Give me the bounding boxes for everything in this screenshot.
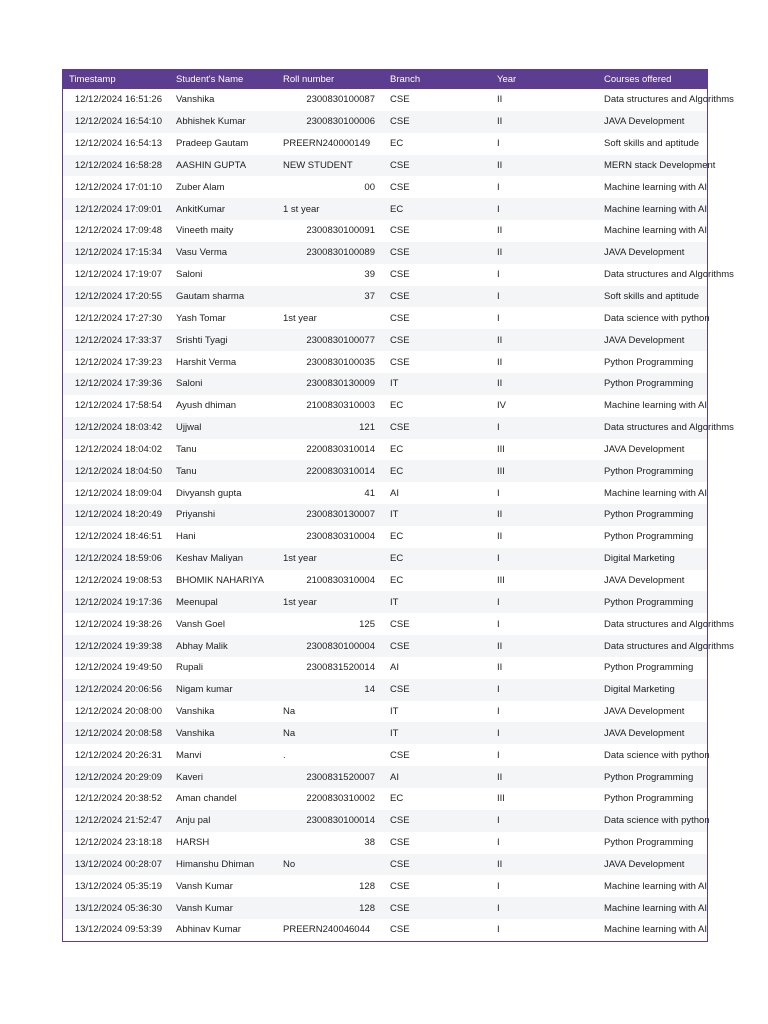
- branch-cell[interactable]: CSE: [390, 880, 410, 892]
- year-cell[interactable]: I: [497, 837, 500, 849]
- table-row[interactable]: [63, 722, 707, 744]
- branch-cell[interactable]: CSE: [384, 155, 491, 177]
- student-name-cell[interactable]: Divyansh gupta: [176, 487, 242, 499]
- student-name-cell[interactable]: Keshav Maliyan: [170, 548, 277, 570]
- column-header-timestamp[interactable]: Timestamp: [63, 69, 170, 89]
- roll-number-cell[interactable]: 39: [364, 269, 375, 281]
- student-name-cell[interactable]: Yash Tomar: [176, 312, 226, 324]
- table-row[interactable]: [63, 744, 707, 766]
- timestamp-cell[interactable]: 12/12/2024 18:09:04: [74, 487, 162, 499]
- branch-cell[interactable]: CSE: [390, 356, 410, 368]
- timestamp-cell[interactable]: 13/12/2024 09:53:39: [74, 924, 162, 936]
- year-cell[interactable]: II: [491, 155, 598, 177]
- table-row[interactable]: [63, 832, 707, 854]
- student-name-cell[interactable]: Saloni: [170, 373, 277, 395]
- responses-sheet: [62, 69, 734, 942]
- year-cell[interactable]: I: [491, 198, 598, 220]
- course-cell[interactable]: Data structures and Algorithms: [604, 94, 734, 106]
- roll-number-cell[interactable]: 2300830100087: [306, 94, 375, 106]
- branch-cell[interactable]: EC: [384, 548, 491, 570]
- roll-number-cell[interactable]: 2300830100006: [277, 111, 384, 133]
- table-row[interactable]: [63, 242, 707, 264]
- branch-cell[interactable]: IT: [384, 504, 491, 526]
- branch-cell[interactable]: EC: [390, 138, 404, 150]
- student-name-cell[interactable]: Himanshu Dhiman: [170, 854, 277, 876]
- year-cell[interactable]: I: [491, 679, 598, 701]
- branch-cell[interactable]: CSE: [384, 810, 491, 832]
- branch-cell[interactable]: EC: [390, 400, 404, 412]
- table-row[interactable]: [63, 613, 707, 635]
- course-cell[interactable]: Python Programming: [604, 793, 694, 805]
- branch-cell[interactable]: EC: [390, 574, 404, 586]
- roll-number-cell[interactable]: 00: [364, 181, 375, 193]
- roll-number-cell[interactable]: 2300830100035: [306, 356, 375, 368]
- student-name-cell[interactable]: Manvi: [176, 749, 202, 761]
- student-name-cell[interactable]: Abhinav Kumar: [176, 924, 241, 936]
- year-cell[interactable]: II: [491, 111, 598, 133]
- roll-number-cell[interactable]: 2100830310003: [306, 400, 375, 412]
- branch-cell[interactable]: CSE: [390, 225, 410, 237]
- year-cell[interactable]: II: [491, 766, 598, 788]
- timestamp-cell[interactable]: 12/12/2024 17:39:23: [74, 356, 162, 368]
- course-cell[interactable]: Machine learning with AI: [604, 225, 707, 237]
- roll-number-cell[interactable]: 2300830100091: [306, 225, 375, 237]
- table-row[interactable]: [63, 504, 707, 526]
- table-row[interactable]: [63, 657, 707, 679]
- branch-cell[interactable]: IT: [390, 706, 399, 718]
- year-cell[interactable]: I: [491, 548, 598, 570]
- roll-number-cell[interactable]: PREERN240046044: [283, 924, 371, 936]
- table-row[interactable]: [63, 439, 707, 461]
- branch-cell[interactable]: CSE: [384, 111, 491, 133]
- timestamp-cell[interactable]: 12/12/2024 17:39:36: [63, 373, 170, 395]
- table-row[interactable]: [63, 897, 707, 919]
- student-name-cell[interactable]: BHOMIK NAHARIYA: [176, 574, 264, 586]
- course-cell[interactable]: Digital Marketing: [598, 548, 707, 570]
- course-cell[interactable]: JAVA Development: [604, 574, 685, 586]
- roll-number-cell[interactable]: 2300831520007: [277, 766, 384, 788]
- column-header-roll-number[interactable]: Roll number: [277, 69, 384, 89]
- student-name-cell[interactable]: Vanshika: [170, 722, 277, 744]
- roll-number-cell[interactable]: No: [277, 854, 384, 876]
- student-name-cell[interactable]: Vasu Verma: [170, 242, 277, 264]
- table-row[interactable]: [63, 766, 707, 788]
- course-cell[interactable]: Soft skills and aptitude: [598, 286, 707, 308]
- course-cell[interactable]: Data structures and Algorithms: [604, 618, 734, 630]
- timestamp-cell[interactable]: 13/12/2024 05:36:30: [63, 897, 170, 919]
- table-row[interactable]: [63, 919, 707, 941]
- roll-number-cell[interactable]: 2300830100014: [277, 810, 384, 832]
- student-name-cell[interactable]: Tanu: [170, 460, 277, 482]
- course-cell[interactable]: Machine learning with AI: [604, 487, 707, 499]
- course-cell[interactable]: JAVA Development: [598, 111, 707, 133]
- course-cell[interactable]: JAVA Development: [598, 242, 707, 264]
- year-cell[interactable]: I: [497, 706, 500, 718]
- student-name-cell[interactable]: Vanshika: [176, 706, 215, 718]
- timestamp-cell[interactable]: 12/12/2024 18:04:02: [74, 443, 162, 455]
- header-row: [63, 69, 707, 89]
- course-cell[interactable]: Data structures and Algorithms: [598, 417, 707, 439]
- student-name-cell[interactable]: Priyanshi: [170, 504, 277, 526]
- table-row[interactable]: [63, 460, 707, 482]
- year-cell[interactable]: I: [497, 487, 500, 499]
- timestamp-cell[interactable]: 12/12/2024 16:54:10: [63, 111, 170, 133]
- timestamp-cell[interactable]: 12/12/2024 19:39:38: [63, 635, 170, 657]
- course-cell[interactable]: Data science with python: [604, 749, 710, 761]
- student-name-cell[interactable]: Saloni: [176, 269, 203, 281]
- course-cell[interactable]: Machine learning with AI: [598, 198, 707, 220]
- timestamp-cell[interactable]: 12/12/2024 19:17:36: [63, 591, 170, 613]
- branch-cell[interactable]: EC: [384, 198, 491, 220]
- student-name-cell[interactable]: Gautam sharma: [170, 286, 277, 308]
- roll-number-cell[interactable]: 37: [277, 286, 384, 308]
- year-cell[interactable]: I: [497, 312, 500, 324]
- year-cell[interactable]: II: [497, 662, 503, 674]
- student-name-cell[interactable]: Vansh Goel: [176, 618, 225, 630]
- column-header-student-name[interactable]: Student's Name: [170, 69, 277, 89]
- branch-cell[interactable]: CSE: [384, 635, 491, 657]
- roll-number-cell[interactable]: 1st year: [283, 312, 317, 324]
- year-cell[interactable]: I: [497, 618, 500, 630]
- year-cell[interactable]: III: [497, 574, 505, 586]
- responses-table: [63, 69, 734, 941]
- timestamp-cell[interactable]: 13/12/2024 05:35:19: [74, 880, 162, 892]
- table-row[interactable]: [63, 679, 707, 701]
- branch-cell[interactable]: CSE: [384, 854, 491, 876]
- year-cell[interactable]: I: [491, 417, 598, 439]
- branch-cell[interactable]: CSE: [390, 94, 410, 106]
- roll-number-cell[interactable]: 2300830310004: [306, 531, 375, 543]
- course-cell[interactable]: JAVA Development: [598, 854, 707, 876]
- course-cell[interactable]: MERN stack Development: [598, 155, 707, 177]
- roll-number-cell[interactable]: Na: [283, 706, 296, 718]
- timestamp-cell[interactable]: 12/12/2024 17:58:54: [74, 400, 162, 412]
- course-cell[interactable]: Digital Marketing: [598, 679, 707, 701]
- table-row[interactable]: [63, 526, 707, 548]
- timestamp-cell[interactable]: 12/12/2024 23:18:18: [74, 837, 162, 849]
- roll-number-cell[interactable]: 2300830100077: [277, 329, 384, 351]
- roll-number-cell[interactable]: 41: [364, 487, 375, 499]
- year-cell[interactable]: II: [491, 242, 598, 264]
- student-name-cell[interactable]: Aman chandel: [176, 793, 237, 805]
- table-row[interactable]: [63, 395, 707, 417]
- course-cell[interactable]: Machine learning with AI: [604, 181, 707, 193]
- table-row[interactable]: [63, 307, 707, 329]
- timestamp-cell[interactable]: 12/12/2024 20:08:58: [63, 722, 170, 744]
- year-cell[interactable]: II: [491, 854, 598, 876]
- branch-cell[interactable]: IT: [384, 591, 491, 613]
- table-row[interactable]: [63, 176, 707, 198]
- roll-number-cell[interactable]: Na: [277, 722, 384, 744]
- timestamp-cell[interactable]: 12/12/2024 21:52:47: [63, 810, 170, 832]
- table-row[interactable]: [63, 89, 707, 111]
- branch-cell[interactable]: CSE: [390, 312, 410, 324]
- year-cell[interactable]: I: [491, 591, 598, 613]
- roll-number-cell[interactable]: NEW STUDENT: [277, 155, 384, 177]
- year-cell[interactable]: I: [491, 897, 598, 919]
- course-cell[interactable]: Python Programming: [604, 662, 694, 674]
- table-row[interactable]: [63, 286, 707, 308]
- course-cell[interactable]: Soft skills and aptitude: [604, 138, 700, 150]
- student-name-cell[interactable]: Hani: [176, 531, 196, 543]
- roll-number-cell[interactable]: 2200830310014: [277, 460, 384, 482]
- roll-number-cell[interactable]: 1st year: [277, 548, 384, 570]
- branch-cell[interactable]: AI: [390, 662, 399, 674]
- course-cell[interactable]: Data structures and Algorithms: [604, 269, 734, 281]
- roll-number-cell[interactable]: 2300831520014: [306, 662, 375, 674]
- table-row[interactable]: [63, 198, 707, 220]
- course-cell[interactable]: Data structures and Algorithms: [598, 635, 707, 657]
- roll-number-cell[interactable]: 14: [277, 679, 384, 701]
- table-row[interactable]: [63, 417, 707, 439]
- year-cell[interactable]: II: [497, 225, 503, 237]
- table-row[interactable]: [63, 591, 707, 613]
- table-row[interactable]: [63, 701, 707, 723]
- timestamp-cell[interactable]: 12/12/2024 16:54:13: [74, 138, 162, 150]
- year-cell[interactable]: I: [497, 138, 500, 150]
- course-cell[interactable]: Machine learning with AI: [604, 400, 707, 412]
- table-row[interactable]: [63, 482, 707, 504]
- table-row[interactable]: [63, 111, 707, 133]
- course-cell[interactable]: Python Programming: [604, 531, 694, 543]
- branch-cell[interactable]: CSE: [390, 924, 410, 936]
- roll-number-cell[interactable]: 128: [359, 880, 375, 892]
- roll-number-cell[interactable]: 2300830130009: [277, 373, 384, 395]
- student-name-cell[interactable]: HARSH: [176, 837, 210, 849]
- roll-number-cell[interactable]: 2300830100004: [277, 635, 384, 657]
- course-cell[interactable]: JAVA Development: [598, 722, 707, 744]
- table-row[interactable]: [63, 373, 707, 395]
- course-cell[interactable]: JAVA Development: [598, 329, 707, 351]
- year-cell[interactable]: I: [497, 269, 500, 281]
- student-name-cell[interactable]: Abhay Malik: [170, 635, 277, 657]
- student-name-cell[interactable]: Vineeth maity: [176, 225, 234, 237]
- table-row[interactable]: [63, 810, 707, 832]
- table-row[interactable]: [63, 264, 707, 286]
- year-cell[interactable]: III: [497, 793, 505, 805]
- roll-number-cell[interactable]: 2300830100089: [277, 242, 384, 264]
- year-cell[interactable]: II: [497, 94, 503, 106]
- timestamp-cell[interactable]: 12/12/2024 18:59:06: [63, 548, 170, 570]
- branch-cell[interactable]: CSE: [384, 679, 491, 701]
- branch-cell[interactable]: CSE: [384, 417, 491, 439]
- branch-cell[interactable]: CSE: [390, 618, 410, 630]
- table-body: [63, 89, 734, 941]
- student-name-cell[interactable]: Anju pal: [170, 810, 277, 832]
- table-row[interactable]: [63, 548, 707, 570]
- timestamp-cell[interactable]: 12/12/2024 18:46:51: [74, 531, 162, 543]
- timestamp-cell[interactable]: 12/12/2024 20:26:31: [74, 749, 162, 761]
- roll-number-cell[interactable]: 121: [277, 417, 384, 439]
- student-name-cell[interactable]: Rupali: [176, 662, 203, 674]
- branch-cell[interactable]: EC: [384, 460, 491, 482]
- year-cell[interactable]: II: [491, 504, 598, 526]
- course-cell[interactable]: Python Programming: [598, 766, 707, 788]
- student-name-cell[interactable]: Vanshika: [176, 94, 215, 106]
- student-name-cell[interactable]: Pradeep Gautam: [176, 138, 249, 150]
- course-cell[interactable]: Python Programming: [598, 504, 707, 526]
- table-row[interactable]: [63, 875, 707, 897]
- branch-cell[interactable]: EC: [390, 443, 404, 455]
- timestamp-cell[interactable]: 12/12/2024 17:09:48: [74, 225, 162, 237]
- timestamp-cell[interactable]: 12/12/2024 17:01:10: [74, 181, 162, 193]
- roll-number-cell[interactable]: 2200830310014: [306, 443, 375, 455]
- table-row[interactable]: [63, 570, 707, 592]
- year-cell[interactable]: I: [497, 880, 500, 892]
- course-cell[interactable]: Machine learning with AI: [598, 897, 707, 919]
- timestamp-cell[interactable]: 12/12/2024 17:33:37: [63, 329, 170, 351]
- student-name-cell[interactable]: Kaveri: [170, 766, 277, 788]
- roll-number-cell[interactable]: 38: [364, 837, 375, 849]
- student-name-cell[interactable]: Meenupal: [170, 591, 277, 613]
- branch-cell[interactable]: IT: [384, 722, 491, 744]
- course-cell[interactable]: Python Programming: [604, 837, 694, 849]
- year-cell[interactable]: I: [497, 749, 500, 761]
- timestamp-cell[interactable]: 12/12/2024 19:08:53: [74, 574, 162, 586]
- course-cell[interactable]: Python Programming: [604, 356, 694, 368]
- course-cell[interactable]: JAVA Development: [604, 443, 685, 455]
- student-name-cell[interactable]: AnkitKumar: [170, 198, 277, 220]
- column-header-branch[interactable]: Branch: [384, 69, 491, 89]
- timestamp-cell[interactable]: 12/12/2024 17:27:30: [74, 312, 162, 324]
- table-row[interactable]: [63, 220, 707, 242]
- roll-number-cell[interactable]: 2100830310004: [306, 574, 375, 586]
- roll-number-cell[interactable]: 1 st year: [277, 198, 384, 220]
- branch-cell[interactable]: AI: [390, 487, 399, 499]
- branch-cell[interactable]: EC: [390, 531, 404, 543]
- student-name-cell[interactable]: Vansh Kumar: [170, 897, 277, 919]
- branch-cell[interactable]: IT: [384, 373, 491, 395]
- course-cell[interactable]: Machine learning with AI: [604, 924, 707, 936]
- column-header-year[interactable]: Year: [491, 69, 598, 89]
- timestamp-cell[interactable]: 12/12/2024 16:58:28: [63, 155, 170, 177]
- roll-number-cell[interactable]: PREERN240000149: [283, 138, 371, 150]
- student-name-cell[interactable]: Nigam kumar: [170, 679, 277, 701]
- course-cell[interactable]: JAVA Development: [604, 706, 685, 718]
- year-cell[interactable]: II: [497, 531, 503, 543]
- student-name-cell[interactable]: Ayush dhiman: [176, 400, 237, 412]
- year-cell[interactable]: I: [491, 286, 598, 308]
- student-name-cell[interactable]: Srishti Tyagi: [170, 329, 277, 351]
- timestamp-cell[interactable]: 12/12/2024 17:15:34: [63, 242, 170, 264]
- student-name-cell[interactable]: Harshit Verma: [176, 356, 237, 368]
- timestamp-cell[interactable]: 12/12/2024 19:38:26: [74, 618, 162, 630]
- year-cell[interactable]: II: [491, 635, 598, 657]
- timestamp-cell[interactable]: 12/12/2024 20:08:00: [74, 706, 162, 718]
- timestamp-cell[interactable]: 12/12/2024 17:09:01: [63, 198, 170, 220]
- year-cell[interactable]: III: [497, 443, 505, 455]
- branch-cell[interactable]: CSE: [390, 837, 410, 849]
- branch-cell[interactable]: CSE: [390, 181, 410, 193]
- timestamp-cell[interactable]: 12/12/2024 18:04:50: [63, 460, 170, 482]
- student-name-cell[interactable]: Zuber Alam: [176, 181, 225, 193]
- student-name-cell[interactable]: Tanu: [176, 443, 197, 455]
- branch-cell[interactable]: CSE: [384, 329, 491, 351]
- course-cell[interactable]: Data science with python: [604, 312, 710, 324]
- roll-number-cell[interactable]: 2200830310002: [306, 793, 375, 805]
- table-row[interactable]: [63, 635, 707, 657]
- student-name-cell[interactable]: Abhishek Kumar: [170, 111, 277, 133]
- branch-cell[interactable]: CSE: [384, 242, 491, 264]
- timestamp-cell[interactable]: 12/12/2024 20:38:52: [74, 793, 162, 805]
- table-row[interactable]: [63, 329, 707, 351]
- roll-number-cell[interactable]: 2300830130007: [277, 504, 384, 526]
- table-row[interactable]: [63, 854, 707, 876]
- timestamp-cell[interactable]: 12/12/2024 17:20:55: [63, 286, 170, 308]
- branch-cell[interactable]: EC: [390, 793, 404, 805]
- table-row[interactable]: [63, 788, 707, 810]
- timestamp-cell[interactable]: 13/12/2024 00:28:07: [63, 854, 170, 876]
- student-name-cell[interactable]: AASHIN GUPTA: [170, 155, 277, 177]
- course-cell[interactable]: Data science with python: [598, 810, 707, 832]
- timestamp-cell[interactable]: 12/12/2024 20:06:56: [63, 679, 170, 701]
- student-name-cell[interactable]: Ujjwal: [170, 417, 277, 439]
- roll-number-cell[interactable]: .: [283, 749, 286, 761]
- roll-number-cell[interactable]: 128: [277, 897, 384, 919]
- year-cell[interactable]: I: [491, 810, 598, 832]
- timestamp-cell[interactable]: 12/12/2024 16:51:26: [74, 94, 162, 106]
- branch-cell[interactable]: CSE: [384, 897, 491, 919]
- year-cell[interactable]: II: [497, 356, 503, 368]
- table-row[interactable]: [63, 351, 707, 373]
- timestamp-cell[interactable]: 12/12/2024 20:29:09: [63, 766, 170, 788]
- year-cell[interactable]: I: [491, 722, 598, 744]
- roll-number-cell[interactable]: 125: [359, 618, 375, 630]
- timestamp-cell[interactable]: 12/12/2024 17:19:07: [74, 269, 162, 281]
- year-cell[interactable]: II: [491, 329, 598, 351]
- timestamp-cell[interactable]: 12/12/2024 19:49:50: [74, 662, 162, 674]
- timestamp-cell[interactable]: 12/12/2024 18:03:42: [63, 417, 170, 439]
- student-name-cell[interactable]: Vansh Kumar: [176, 880, 233, 892]
- year-cell[interactable]: III: [491, 460, 598, 482]
- branch-cell[interactable]: CSE: [390, 269, 410, 281]
- timestamp-cell[interactable]: 12/12/2024 18:20:49: [63, 504, 170, 526]
- roll-number-cell[interactable]: 1st year: [277, 591, 384, 613]
- branch-cell[interactable]: CSE: [390, 749, 410, 761]
- course-cell[interactable]: Machine learning with AI: [604, 880, 707, 892]
- table-row[interactable]: [63, 133, 707, 155]
- course-cell[interactable]: Python Programming: [598, 591, 707, 613]
- table-row[interactable]: [63, 155, 707, 177]
- course-cell[interactable]: Python Programming: [598, 460, 707, 482]
- year-cell[interactable]: IV: [497, 400, 506, 412]
- year-cell[interactable]: I: [497, 924, 500, 936]
- column-header-courses-offered[interactable]: Courses offered: [598, 69, 707, 89]
- year-cell[interactable]: II: [491, 373, 598, 395]
- course-cell[interactable]: Python Programming: [598, 373, 707, 395]
- branch-cell[interactable]: CSE: [384, 286, 491, 308]
- year-cell[interactable]: I: [497, 181, 500, 193]
- branch-cell[interactable]: AI: [384, 766, 491, 788]
